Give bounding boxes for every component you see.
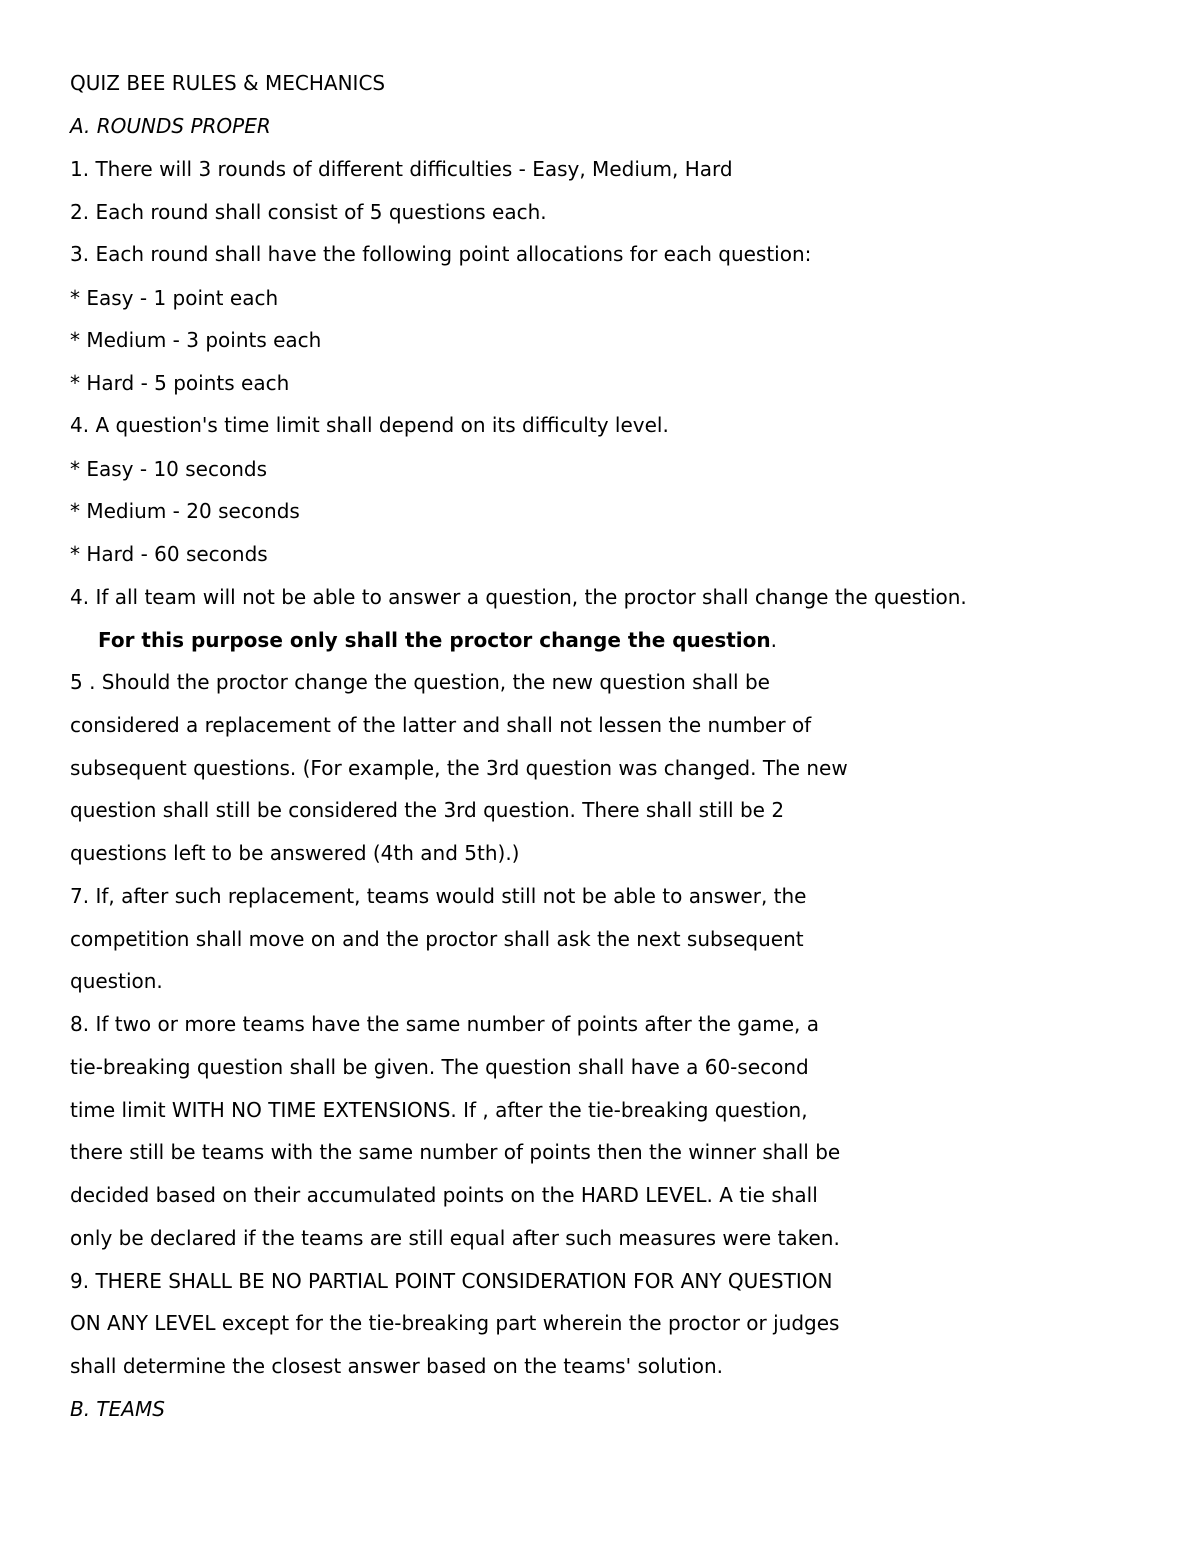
rule-line: only be declared if the teams are still equal after such measures were taken. [70,1226,840,1250]
section-heading-teams: B. TEAMS [70,1397,165,1421]
rule-line: ON ANY LEVEL except for the tie-breaking part wherein the proctor or judges [70,1311,840,1335]
rule-line: 7. If, after such replacement, teams would still not be able to answer, the [70,884,807,908]
emphasis-line [98,628,777,652]
rule-line: 3. Each round shall have the following point allocations for each question: [70,242,812,266]
rule-line: questions left to be answered (4th and 5th).) [70,841,520,865]
rule-line: 5 . Should the proctor change the question, the new question shall be [70,670,770,694]
bullet-line: * Hard - 5 points each [70,371,290,395]
bullet-line: * Hard - 60 seconds [70,542,268,566]
rule-line: 4. A question's time limit shall depend on its difficulty level. [70,413,669,437]
rule-line: decided based on their accumulated points on the HARD LEVEL. A tie shall [70,1183,818,1207]
bullet-line: * Medium - 20 seconds [70,499,300,523]
rule-line: 4. If all team will not be able to answer a question, the proctor shall change the question. [70,585,967,609]
rule-line: considered a replacement of the latter and shall not lessen the number of [70,713,812,737]
bullet-line: * Easy - 10 seconds [70,457,267,481]
rule-line: question shall still be considered the 3rd question. There shall still be 2 [70,798,785,822]
rule-line: shall determine the closest answer based on the teams' solution. [70,1354,724,1378]
emphasis-tail: . [770,628,777,652]
rule-line: question. [70,969,163,993]
emphasis-bold-text: For this purpose only shall the proctor change the question [98,628,771,652]
bullet-line: * Easy - 1 point each [70,286,279,310]
rule-line: subsequent questions. (For example, the 3rd question was changed. The new [70,756,848,780]
rule-line: competition shall move on and the proctor shall ask the next subsequent [70,927,804,951]
rule-line: 9. THERE SHALL BE NO PARTIAL POINT CONSIDERATION FOR ANY QUESTION [70,1269,833,1293]
rule-line: there still be teams with the same number of points then the winner shall be [70,1140,841,1164]
rule-line: 2. Each round shall consist of 5 questions each. [70,200,547,224]
rule-line: tie-breaking question shall be given. The question shall have a 60-second [70,1055,809,1079]
section-heading-rounds-proper: A. ROUNDS PROPER [70,114,271,138]
rule-line: time limit WITH NO TIME EXTENSIONS. If , after the tie-breaking question, [70,1098,808,1122]
bullet-line: * Medium - 3 points each [70,328,322,352]
document-title: QUIZ BEE RULES & MECHANICS [70,71,386,95]
rule-line: 8. If two or more teams have the same number of points after the game, a [70,1012,819,1036]
rule-line: 1. There will 3 rounds of different difficulties - Easy, Medium, Hard [70,157,733,181]
